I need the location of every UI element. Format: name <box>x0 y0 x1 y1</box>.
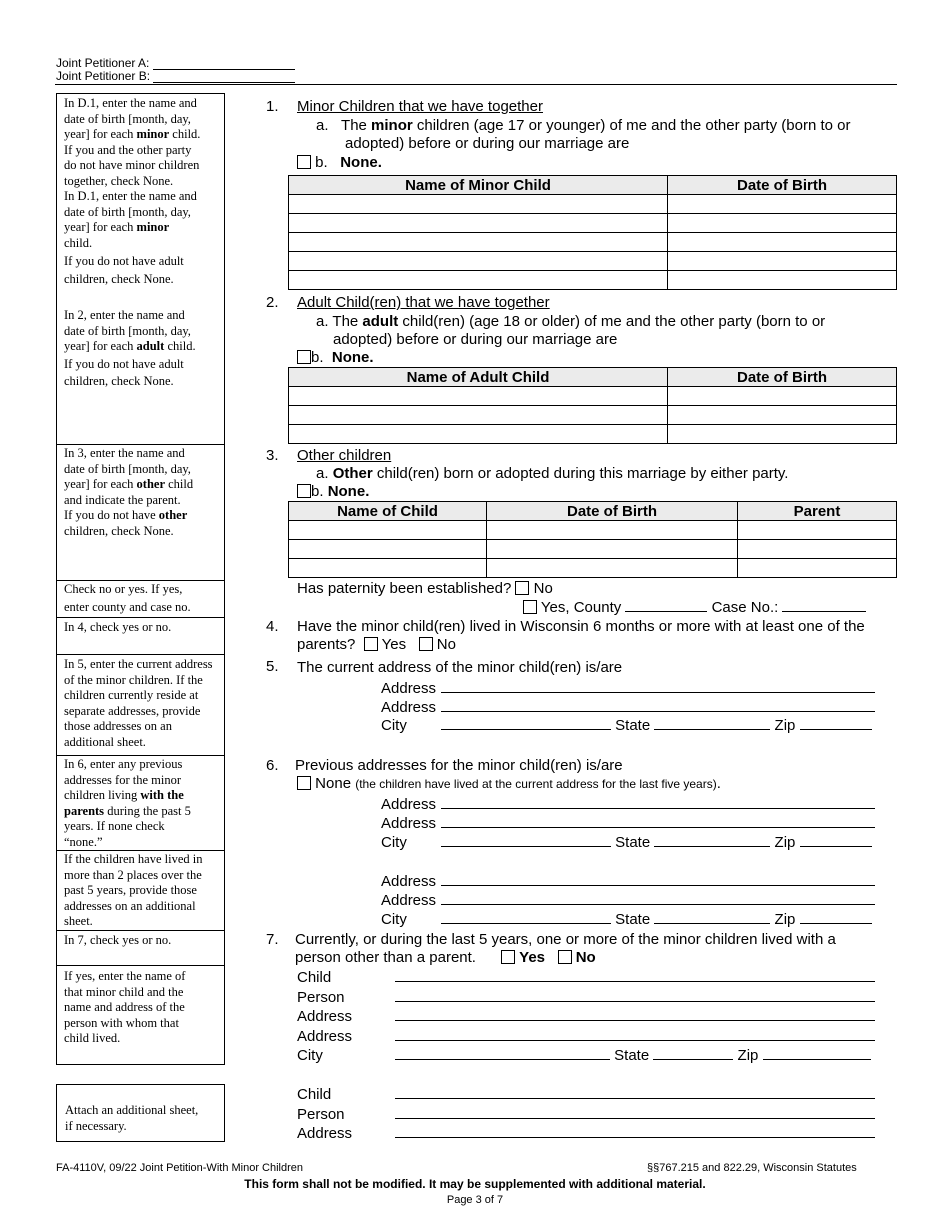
section-3-title: Other children <box>297 447 392 464</box>
prev-address-a2-row: Address <box>381 814 875 832</box>
current-address-1-row: Address <box>381 679 875 697</box>
current-state-field[interactable] <box>654 716 770 730</box>
adult-children-none-checkbox[interactable] <box>297 350 311 364</box>
section-6-none-row: None (the children have lived at the current address for the last five years). <box>297 775 721 792</box>
person-2-address-field[interactable] <box>395 1124 875 1138</box>
sidebar-instruction-6: In 6, enter any previous addresses for the minor children living with the parents during the past 5 years. If none check “none.” <box>64 757 191 849</box>
header-rule <box>55 84 897 85</box>
case-number-field[interactable] <box>782 598 866 612</box>
prev-address-b1-field[interactable] <box>441 872 875 886</box>
section-4-line1: Have the minor child(ren) lived in Wisconsin 6 months or more with at least one of the <box>297 618 865 635</box>
section-2a-line2: adopted) before or during our marriage are <box>333 331 618 348</box>
col-date-of-birth: Date of Birth <box>668 176 897 195</box>
other-children-none-checkbox[interactable] <box>297 484 311 498</box>
child-2-row: Child <box>297 1085 875 1103</box>
section-1b-row: b. None. <box>297 154 382 171</box>
section-1-number: 1. <box>266 98 279 115</box>
section-2-title: Adult Child(ren) that we have together <box>297 294 550 311</box>
paternity-yes-row: Yes, County Case No.: <box>523 598 866 616</box>
sidebar-instruction-6b: If the children have lived in more than 2 places over the past 5 years, provide those addresses on an additional sheet. <box>64 852 203 928</box>
person-2-field[interactable] <box>395 1105 875 1119</box>
person-2-address-row: Address <box>297 1124 875 1142</box>
current-address-2-row: Address <box>381 698 875 716</box>
person-1-address-1-field[interactable] <box>395 1007 875 1021</box>
section-5-number: 5. <box>266 658 279 675</box>
section-3-number: 3. <box>266 447 279 464</box>
person-1-address-2-row: Address <box>297 1027 875 1045</box>
sidebar-instruction-2: In 2, enter the name and date of birth [month, day, year] for each adult child. If you do not have adult children, check None. <box>64 308 196 388</box>
col-date-of-birth: Date of Birth <box>487 502 738 521</box>
minor-children-table <box>288 175 897 290</box>
other-person-yes-checkbox[interactable] <box>501 950 515 964</box>
section-4-number: 4. <box>266 618 279 635</box>
col-date-of-birth: Date of Birth <box>668 368 897 387</box>
sidebar-instruction-4: In 4, check yes or no. <box>64 620 172 634</box>
other-person-no-checkbox[interactable] <box>558 950 572 964</box>
col-name-of-minor-child: Name of Minor Child <box>289 176 668 195</box>
table-row <box>289 521 897 540</box>
table-row <box>289 540 897 559</box>
table-row <box>289 252 897 271</box>
person-1-field[interactable] <box>395 988 875 1002</box>
section-7-number: 7. <box>266 931 279 948</box>
petitioner-b-row <box>56 70 295 83</box>
prev-address-b1-row: Address <box>381 872 875 890</box>
adult-children-table <box>288 367 897 444</box>
current-city-field[interactable] <box>441 716 611 730</box>
section-1a-line2: adopted) before or during our marriage are <box>345 135 630 152</box>
section-2-number: 2. <box>266 294 279 311</box>
instructions-sidebar <box>56 93 225 1065</box>
table-row <box>289 425 897 444</box>
prev-city-b-row: City State Zip <box>381 910 872 928</box>
prev-address-a2-field[interactable] <box>441 814 875 828</box>
section-4-line2: parents? Yes No <box>297 636 456 653</box>
petitioner-b-label: Joint Petitioner B: <box>56 69 151 83</box>
table-row <box>289 214 897 233</box>
table-row <box>289 387 897 406</box>
form-id: FA-4110V, 09/22 Joint Petition-With Minor Children <box>56 1162 304 1174</box>
statutes: §§767.215 and 822.29, Wisconsin Statutes <box>647 1162 857 1174</box>
minor-children-none-checkbox[interactable] <box>297 155 311 169</box>
sidebar-instruction-3b: Check no or yes. If yes, enter county and case no. <box>64 582 191 614</box>
person-1-address-2-field[interactable] <box>395 1027 875 1041</box>
sidebar-instruction-1: In D.1, enter the name and date of birth [month, day, year] for each minor child. If you and the other party do not have minor children together, check None. In D.1, enter the name and date of birth [month, day, year] for each minor child. If you do not have adult children, check None. <box>64 96 201 286</box>
section-6-number: 6. <box>266 757 279 774</box>
child-2-field[interactable] <box>395 1085 875 1099</box>
sidebar-instruction-5: In 5, enter the current address of the minor children. If the children currently reside at separate addresses, provide those addresses on an additional sheet. <box>64 657 213 749</box>
person-1-zip-field[interactable] <box>763 1046 871 1060</box>
page-number: Page 3 of 7 <box>446 1194 504 1206</box>
wisconsin-yes-checkbox[interactable] <box>364 637 378 651</box>
section-7-line2: person other than a parent. Yes No <box>295 949 596 966</box>
section-5-title: The current address of the minor child(ren) is/are <box>297 659 623 676</box>
petitioner-b-field[interactable] <box>153 72 295 83</box>
paternity-yes-checkbox[interactable] <box>523 600 537 614</box>
prev-state-b-field[interactable] <box>654 910 770 924</box>
previous-address-none-checkbox[interactable] <box>297 776 311 790</box>
current-zip-field[interactable] <box>800 716 872 730</box>
prev-address-a1-field[interactable] <box>441 795 875 809</box>
prev-zip-a-field[interactable] <box>800 833 872 847</box>
child-1-row: Child <box>297 968 875 986</box>
prev-zip-b-field[interactable] <box>800 910 872 924</box>
prev-address-b2-row: Address <box>381 891 875 909</box>
current-address-2-field[interactable] <box>441 698 875 712</box>
section-1-title: Minor Children that we have together <box>297 98 543 115</box>
table-row <box>289 271 897 290</box>
prev-city-a-field[interactable] <box>441 833 611 847</box>
sidebar-instruction-7: In 7, check yes or no. <box>64 933 172 947</box>
section-3b-row: b. None. <box>297 483 369 500</box>
person-2-row: Person <box>297 1105 875 1123</box>
section-3a-text: a. Other child(ren) born or adopted during this marriage by either party. <box>316 465 789 482</box>
col-name-of-child: Name of Child <box>289 502 487 521</box>
petitioner-a-field[interactable] <box>153 59 295 70</box>
paternity-no-checkbox[interactable] <box>515 581 529 595</box>
attach-sheet-note: Attach an additional sheet, if necessary. <box>56 1084 225 1142</box>
paternity-row: Has paternity been established? No <box>297 580 553 597</box>
sidebar-instruction-3: In 3, enter the name and date of birth [month, day, year] for each other child and indicate the parent. If you do not have other children, check None. <box>64 446 194 538</box>
modification-notice: This form shall not be modified. It may be supplemented with additional material. <box>244 1177 706 1191</box>
col-name-of-adult-child: Name of Adult Child <box>289 368 668 387</box>
section-1a-text: a. The minor children (age 17 or younger) of me and the other party (born to or <box>316 117 851 134</box>
sidebar-instruction-7b: If yes, enter the name of that minor child and the name and address of the person with whom that child lived. <box>64 969 186 1045</box>
child-1-field[interactable] <box>395 968 875 982</box>
prev-city-a-row: City State Zip <box>381 833 872 851</box>
prev-city-b-field[interactable] <box>441 910 611 924</box>
person-1-city-row: City State Zip <box>297 1046 871 1064</box>
person-1-city-field[interactable] <box>395 1046 610 1060</box>
person-1-row: Person <box>297 988 875 1006</box>
person-1-state-field[interactable] <box>653 1046 733 1060</box>
section-7-line1: Currently, or during the last 5 years, one or more of the minor children lived with a <box>295 931 836 948</box>
prev-address-a1-row: Address <box>381 795 875 813</box>
petitioner-a-label: Joint Petitioner A: <box>56 56 150 70</box>
section-2b-row: b. None. <box>297 349 374 366</box>
other-children-table <box>288 501 897 578</box>
table-row <box>289 406 897 425</box>
prev-address-b2-field[interactable] <box>441 891 875 905</box>
table-row <box>289 195 897 214</box>
current-address-1-field[interactable] <box>441 679 875 693</box>
section-2a-text: a. The adult child(ren) (age 18 or older) of me and the other party (born to or <box>316 313 826 330</box>
section-6-title: Previous addresses for the minor child(ren) is/are <box>295 757 623 774</box>
prev-state-a-field[interactable] <box>654 833 770 847</box>
wisconsin-no-checkbox[interactable] <box>419 637 433 651</box>
col-parent: Parent <box>738 502 897 521</box>
current-city-row: City State Zip <box>381 716 872 734</box>
county-field[interactable] <box>625 598 707 612</box>
person-1-address-1-row: Address <box>297 1007 875 1025</box>
table-row <box>289 559 897 578</box>
table-row <box>289 233 897 252</box>
